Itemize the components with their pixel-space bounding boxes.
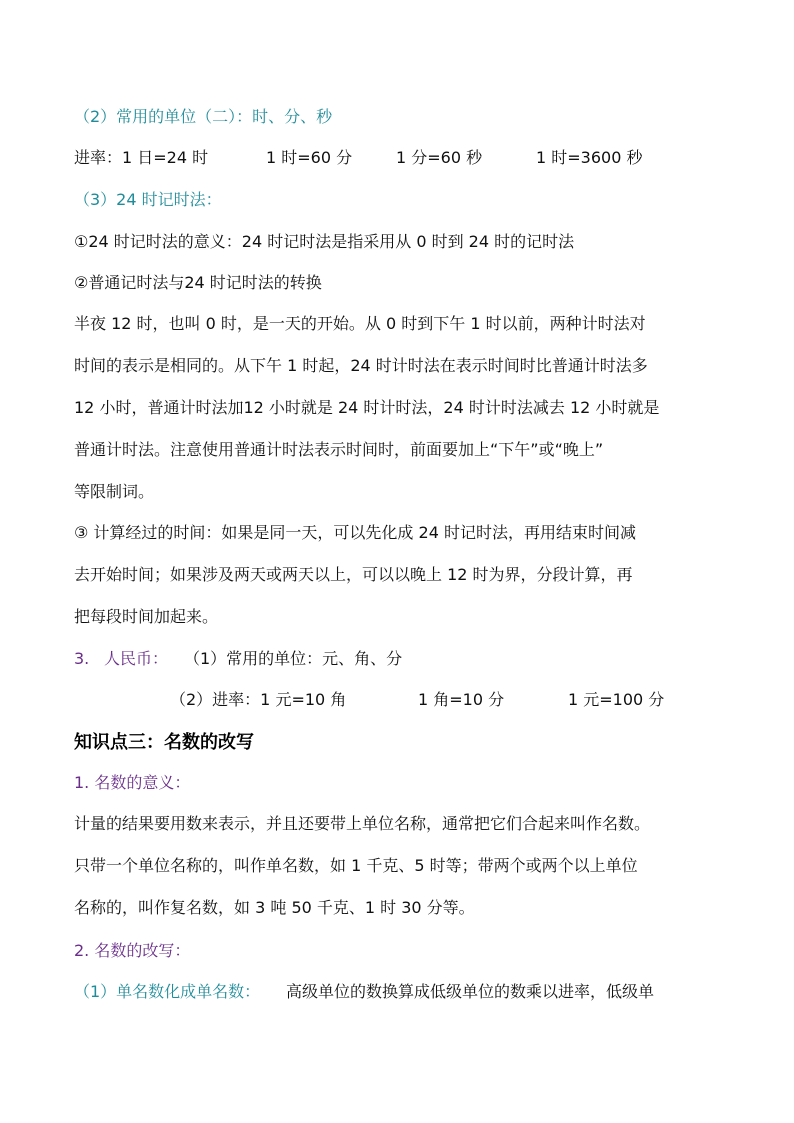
rmb-rate-jiao-fen: 1 角=10 分 — [418, 690, 505, 709]
paragraph-line: 计量的结果要用数来表示，并且还要带上单位名称，通常把它们合起来叫作名数。 — [74, 814, 651, 833]
rate-minute-second: 1 分=60 秒 — [396, 148, 483, 167]
paragraph-line: ③ 计算经过的时间：如果是同一天，可以先化成 24 时记时法，再用结束时间减 — [74, 523, 636, 542]
conversion-rule-text: 高级单位的数换算成低级单位的数乘以进率，低级单 — [286, 982, 655, 1001]
rmb-label: 人民币： — [104, 649, 169, 668]
rate-hour-second: 1 时=3600 秒 — [536, 148, 643, 167]
rmb-number: 3. — [74, 649, 90, 668]
paragraph-named-number — [74, 803, 734, 929]
item-24h-conversion: ②普通记时法与24 时记时法的转换 — [74, 273, 322, 292]
conversion-rule-label: （1）单名数化成单名数： — [74, 982, 261, 1001]
rmb-rate-yuan-fen: 1 元=100 分 — [568, 690, 665, 709]
paragraph-line: 普通计时法。注意使用普通计时法表示时间时，前面要加上“下午”或“晚上” — [74, 440, 604, 459]
paragraph-line: 只带一个单位名称的，叫作单名数，如 1 千克、5 时等；带两个或两个以上单位 — [74, 856, 638, 875]
paragraph-line: 12 小时，普通计时法加12 小时就是 24 时计时法，24 时计时法减去 12 小时就是 — [74, 398, 660, 417]
paragraph-24h-explanation — [74, 303, 734, 513]
paragraph-line: 把每段时间加起来。 — [74, 607, 219, 626]
rmb-rates-row — [74, 689, 734, 711]
item-elapsed-time — [74, 512, 734, 638]
paragraph-line: 去开始时间；如果涉及两天或两天以上，可以以晚上 12 时为界，分段计算，再 — [74, 565, 633, 584]
section-24h-title: （3）24 时记时法： — [74, 190, 222, 209]
rmb-units: （1）常用的单位：元、角、分 — [184, 649, 403, 668]
rmb-rate-yuan-jiao: （2）进率：1 元=10 角 — [170, 690, 347, 709]
paragraph-line: 名称的，叫作复名数，如 3 吨 50 千克、1 时 30 分等。 — [74, 898, 475, 917]
conversion-rule-line — [74, 981, 734, 1003]
section-named-number-meaning: 1. 名数的意义： — [74, 773, 191, 792]
rate-day-hour: 进率：1 日=24 时 — [74, 148, 209, 167]
paragraph-line: 等限制词。 — [74, 482, 155, 501]
paragraph-line: 时间的表示是相同的。从下午 1 时起，24 时计时法在表示时间时比普通计时法多 — [74, 356, 648, 375]
section-named-number-conversion: 2. 名数的改写： — [74, 941, 191, 960]
section-units-time-title: （2）常用的单位（二）：时、分、秒 — [74, 107, 333, 126]
paragraph-line: 半夜 12 时，也叫 0 时，是一天的开始。从 0 时到下午 1 时以前，两种计时法对 — [74, 314, 646, 333]
rate-hour-minute: 1 时=60 分 — [266, 148, 353, 167]
knowledge-point-3-title: 知识点三：名数的改写 — [74, 732, 254, 752]
item-24h-meaning: ①24 时记时法的意义：24 时记时法是指采用从 0 时到 24 时的记时法 — [74, 232, 575, 251]
time-rates-row — [74, 147, 734, 169]
rmb-row — [74, 648, 734, 670]
